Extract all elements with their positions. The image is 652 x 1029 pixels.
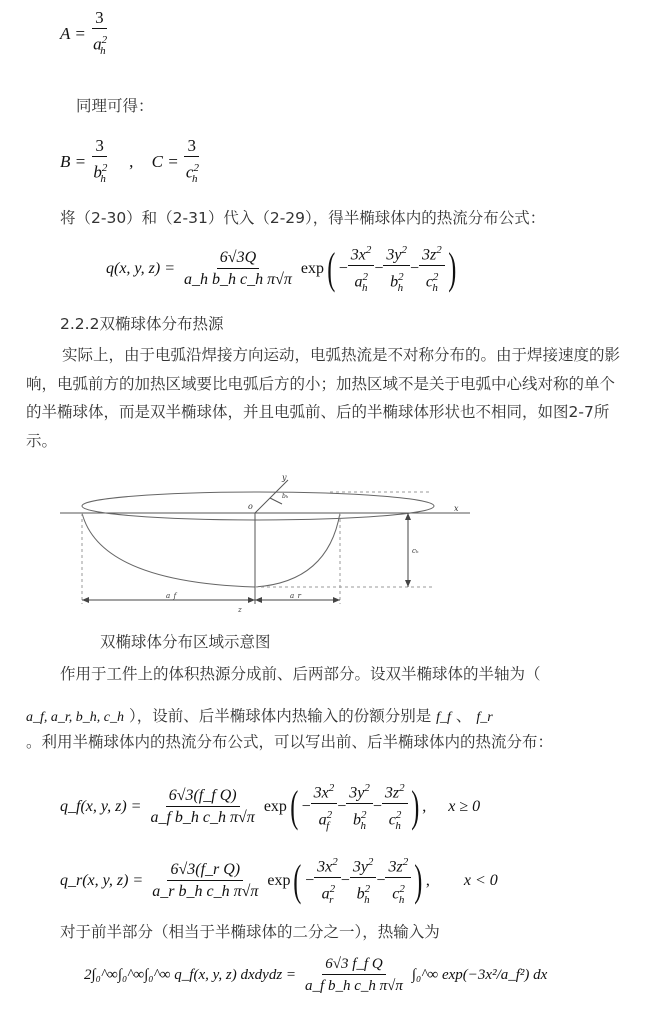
eq-int-numerator: 6√3 f_f Q xyxy=(322,954,385,975)
rear-half-ellipsoid xyxy=(255,513,340,587)
axes-list: a_f, a_r, b_h, c_h xyxy=(26,710,124,725)
label-x: x xyxy=(454,504,459,513)
para2-separator: 、 xyxy=(455,707,472,725)
eq-a-numerator: 3 xyxy=(92,8,107,29)
eq-front-denominator: a_f b_h c_h π√π xyxy=(150,808,255,826)
eq-bc-separator: , xyxy=(129,151,134,171)
eq-front-lhs: q_f(x, y, z) = xyxy=(60,798,142,816)
top-ellipse xyxy=(82,492,434,520)
paragraph2-line2 xyxy=(26,704,493,726)
eq-rear-denominator: a_r b_h c_h π√π xyxy=(152,882,259,900)
eq-b-den-base: b xyxy=(93,162,102,182)
front-half-ellipsoid xyxy=(82,513,255,587)
label-y: y xyxy=(282,474,287,482)
label-ch: cₕ xyxy=(412,547,419,555)
text-similarly: 同理可得： xyxy=(76,97,154,115)
eq-a-lhs: A = xyxy=(60,23,86,43)
eq-half-lhs: q(x, y, z) = xyxy=(106,260,175,278)
equation-half-ellipsoid: q(x, y, z) = $\frac{6√3Q}{\text{a\_h b\_h c\_h π√π}}$ exp ( − $\frac{3x^2}{a^2_h}$ − $\frac{3y^2}{b^2_h}$ − $\frac{3z^2}{c^2_h}$ ) xyxy=(106,240,459,299)
equation-front: q_f(x, y, z) = $\frac{\text{6√3(f\_f Q)}}{\text{a\_f b\_h c\_h π√π}}$ exp ( − $\frac{3x^2}{a^2_f}$ − $\frac{3y^2}{b^2_h}$ − $\frac{3z^2}{c^2_h}$ ) , x ≥ 0 xyxy=(60,778,480,837)
section-heading: 2.2.2双椭球体分布热源 xyxy=(60,315,224,333)
eq-c-den-sub: h xyxy=(191,173,198,186)
eq-rear-numerator: 6√3(f_r Q) xyxy=(167,860,243,881)
eq-b-den-sup: 2 xyxy=(101,162,108,174)
eq-a-den-sup: 2 xyxy=(101,34,108,46)
eq-front-condition: x ≥ 0 xyxy=(448,798,481,816)
equation-b-c xyxy=(60,136,200,190)
label-z: z xyxy=(238,606,242,614)
eq-a-den-sub: h xyxy=(100,45,106,58)
fr-symbol: f_r xyxy=(476,710,493,725)
text-substitute: 将（2-30）和（2-31）代入（2-29），得半椭球体内的热流分布公式： xyxy=(60,209,546,227)
eq-b-numerator: 3 xyxy=(92,136,107,157)
eq-front-numerator: 6√3(f_f Q) xyxy=(166,786,240,807)
double-ellipsoid-figure xyxy=(60,474,480,614)
eq-c-lhs: C = xyxy=(151,151,179,171)
eq-rear-condition: x < 0 xyxy=(463,872,498,890)
eq-c-den-sup: 2 xyxy=(193,162,199,174)
eq-c-den-base: c xyxy=(185,162,194,182)
paragraph-double-ellipsoid: 实际上，由于电弧沿焊接方向运动，电弧热流是不对称分布的。由于焊接速度的影响，电弧前方的加热区域要比电弧后方的小；加热区域不是关于电弧中心线对称的单个的半椭球体，而是双半椭球体，并且电弧前、后的半椭球体形状也不相同，如图2-7所示。 xyxy=(26,346,621,450)
figure-caption: 双椭球体分布区域示意图 xyxy=(100,633,271,651)
eq-c-numerator: 3 xyxy=(184,136,199,157)
eq-int-rhs: ∫₀^∞ exp(−3x²/a_f²) dx xyxy=(411,967,548,983)
eq-half-denominator: a_h b_h c_h π√π xyxy=(184,270,292,288)
equation-rear: q_r(x, y, z) = $\frac{\text{6√3(f\_r Q)}}{\text{a\_r b\_h c\_h π√π}}$ exp ( − $\frac{3x^2}{a^2_r}$ − $\frac{3y^2}{b^2_h}$ − $\frac{3z^2}{c^2_h}$ ) , x < 0 xyxy=(60,852,498,911)
ff-symbol: f_f xyxy=(436,710,451,725)
paragraph2-line1: 作用于工件上的体积热源分成前、后两部分。设双半椭球体的半轴为（ xyxy=(60,665,541,683)
text-front-half: 对于前半部分（相当于半椭球体的二分之一），热输入为 xyxy=(60,923,440,941)
label-o: o xyxy=(248,502,253,511)
equation-integral xyxy=(84,954,547,997)
paragraph2-tail: 。利用半椭球体内的热流分布公式，可以写出前、后半椭球体内的热流分布： xyxy=(26,733,554,751)
eq-a-den-base: a xyxy=(93,34,102,54)
eq-half-numerator: 6√3Q xyxy=(217,248,259,269)
label-bh: bₕ xyxy=(282,493,289,500)
eq-int-lhs: 2∫₀^∞∫₀^∞∫₀^∞ q_f(x, y, z) dxdydz = xyxy=(84,967,297,983)
equation-a xyxy=(60,8,109,62)
eq-b-den-sub: h xyxy=(100,173,106,186)
label-af: a_f xyxy=(166,592,177,600)
eq-rear-lhs: q_r(x, y, z) = xyxy=(60,872,144,890)
eq-half-exp: exp xyxy=(300,260,325,278)
label-ar: a_r xyxy=(290,592,302,600)
bh-tick xyxy=(270,498,282,504)
paragraph2-mid: ），设前、后半椭球体内热输入的份额分别是 xyxy=(128,707,432,725)
eq-int-denominator: a_f b_h c_h π√π xyxy=(305,978,403,994)
eq-b-lhs: B = xyxy=(60,151,87,171)
